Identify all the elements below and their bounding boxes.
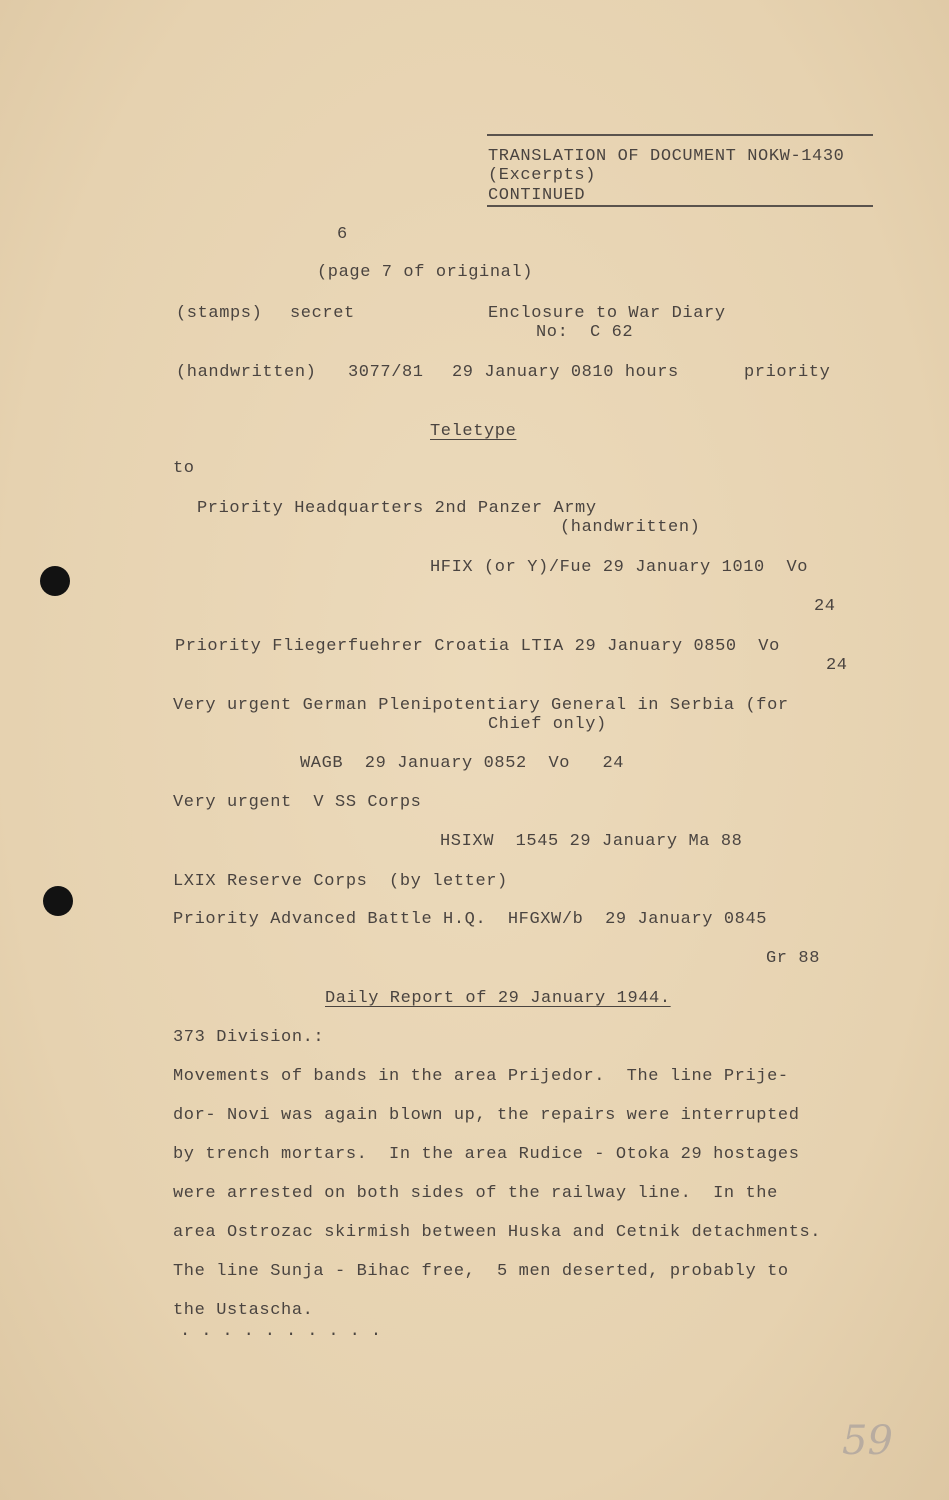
recipient-1-note: (handwritten) — [560, 518, 701, 537]
recipient-5: LXIX Reserve Corps (by letter) — [173, 872, 508, 891]
header-bottom-rule — [487, 205, 873, 207]
recipient-2-number: 24 — [826, 656, 848, 675]
body-line-3: by trench mortars. In the area Rudice - Otoka 29 hostages — [173, 1145, 800, 1164]
header-subtitle: (Excerpts) — [488, 166, 597, 185]
recipient-1-number: 24 — [814, 597, 836, 616]
stamps-label: (stamps) — [176, 304, 263, 323]
classification: secret — [290, 304, 355, 323]
body-line-5: area Ostrozac skirmish between Huska and Cetnik detachments. — [173, 1223, 822, 1242]
division-label: 373 Division.: — [173, 1028, 325, 1047]
body-line-7: the Ustascha. — [173, 1301, 314, 1320]
punch-hole-bottom — [43, 886, 73, 916]
handwritten-label: (handwritten) — [176, 363, 317, 382]
recipient-3-line-2: Chief only) — [488, 715, 607, 734]
recipient-3: Very urgent German Plenipotentiary General in Serbia (for — [173, 696, 789, 715]
report-title: Daily Report of 29 January 1944. — [325, 989, 671, 1008]
header-title: TRANSLATION OF DOCUMENT NOKW-1430 — [488, 147, 845, 166]
recipient-3-code: WAGB 29 January 0852 Vo 24 — [300, 754, 625, 773]
enclosure-line-1: Enclosure to War Diary — [488, 304, 726, 323]
recipient-4: Very urgent V SS Corps — [173, 793, 422, 812]
recipient-1: Priority Headquarters 2nd Panzer Army — [197, 499, 597, 518]
punch-hole-top — [40, 566, 70, 596]
header-continued: CONTINUED — [488, 186, 586, 205]
page-of-original: (page 7 of original) — [317, 263, 534, 282]
body-line-6: The line Sunja - Bihac free, 5 men deserted, probably to — [173, 1262, 789, 1281]
page-number: 6 — [337, 225, 348, 244]
recipient-4-code: HSIXW 1545 29 January Ma 88 — [440, 832, 743, 851]
teletype-heading: Teletype — [430, 422, 517, 441]
recipient-2: Priority Fliegerfuehrer Croatia LTIA 29 January 0850 Vo — [175, 637, 780, 656]
header-top-rule — [487, 134, 873, 136]
handwritten-page-mark: 59 — [842, 1418, 893, 1464]
body-line-4: were arrested on both sides of the railway line. In the — [173, 1184, 778, 1203]
handwritten-date: 29 January 0810 hours — [452, 363, 679, 382]
recipient-1-code: HFIX (or Y)/Fue 29 January 1010 Vo — [430, 558, 809, 577]
handwritten-priority: priority — [744, 363, 831, 382]
ellipsis: .......... — [180, 1322, 393, 1341]
body-line-2: dor- Novi was again blown up, the repairs were interrupted — [173, 1106, 800, 1125]
recipient-6-number: Gr 88 — [766, 949, 821, 968]
recipient-6: Priority Advanced Battle H.Q. HFGXW/b 29 January 0845 — [173, 910, 768, 929]
body-line-1: Movements of bands in the area Prijedor. The line Prije- — [173, 1067, 789, 1086]
enclosure-line-2: No: C 62 — [536, 323, 634, 342]
handwritten-number: 3077/81 — [348, 363, 424, 382]
to-label: to — [173, 459, 195, 478]
